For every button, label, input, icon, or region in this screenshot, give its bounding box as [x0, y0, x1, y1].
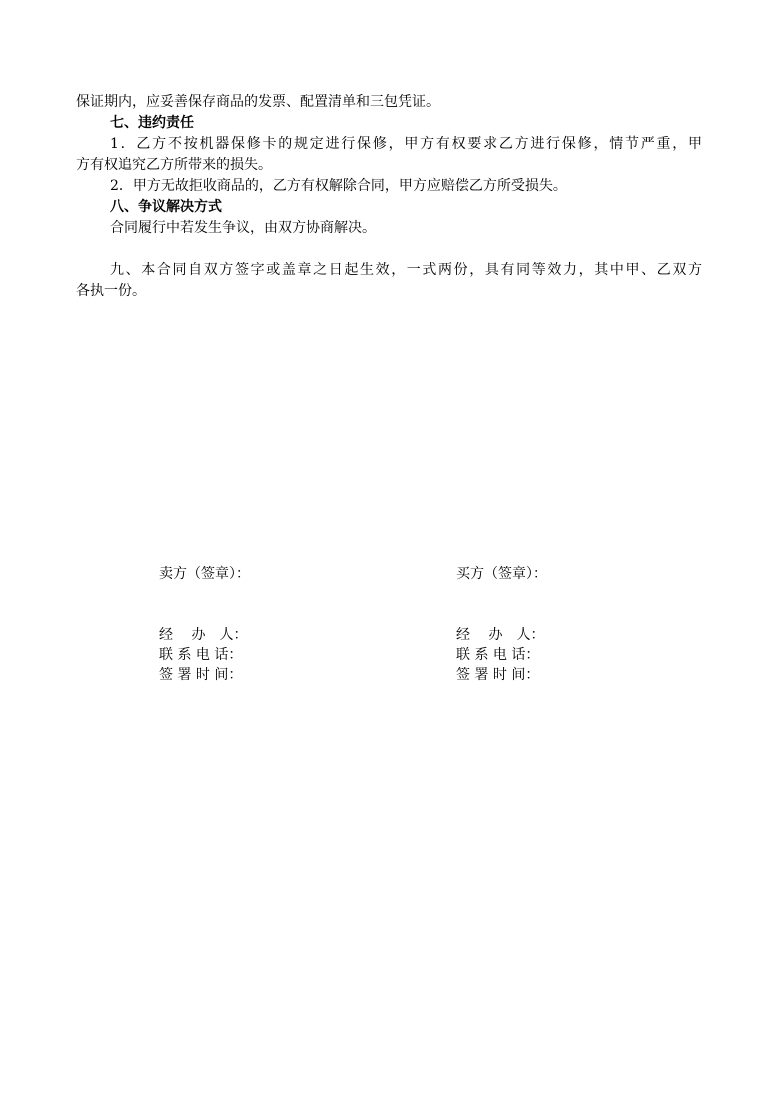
buyer-phone-label: 联 系 电 话： — [456, 647, 540, 663]
section-8-heading: 八、争议解决方式 — [110, 199, 222, 215]
seller-phone-label: 联 系 电 话： — [159, 647, 243, 663]
buyer-date-label: 签 署 时 间： — [456, 667, 540, 683]
section-7-item-1-line-2: 方有权追究乙方所带来的损失。 — [76, 157, 272, 173]
section-7-item-2: 2．甲方无故拒收商品的，乙方有权解除合同，甲方应赔偿乙方所受损失。 — [110, 178, 567, 194]
section-9-line-2: 各执一份。 — [76, 283, 146, 299]
section-8-text: 合同履行中若发生争议，由双方协商解决。 — [110, 220, 376, 236]
section-7-item-1-line-1: 1．乙方不按机器保修卡的规定进行保修，甲方有权要求乙方进行保修，情节严重，甲 — [110, 136, 702, 152]
seller-signature-label: 卖方（签章）： — [159, 566, 250, 582]
buyer-handler-label: 经 办 人： — [456, 627, 545, 643]
seller-handler-label: 经 办 人： — [159, 627, 248, 643]
buyer-signature-label: 买方（签章）： — [456, 566, 547, 582]
paragraph-warranty-tail: 保证期内，应妥善保存商品的发票、配置清单和三包凭证。 — [76, 94, 440, 110]
contract-body — [76, 92, 702, 302]
section-9-line-1: 九、本合同自双方签字或盖章之日起生效，一式两份，具有同等效力，其中甲、乙双方 — [110, 262, 702, 278]
section-7-heading: 七、违约责任 — [110, 115, 194, 131]
seller-date-label: 签 署 时 间： — [159, 667, 243, 683]
paragraph-spacer — [76, 239, 702, 260]
